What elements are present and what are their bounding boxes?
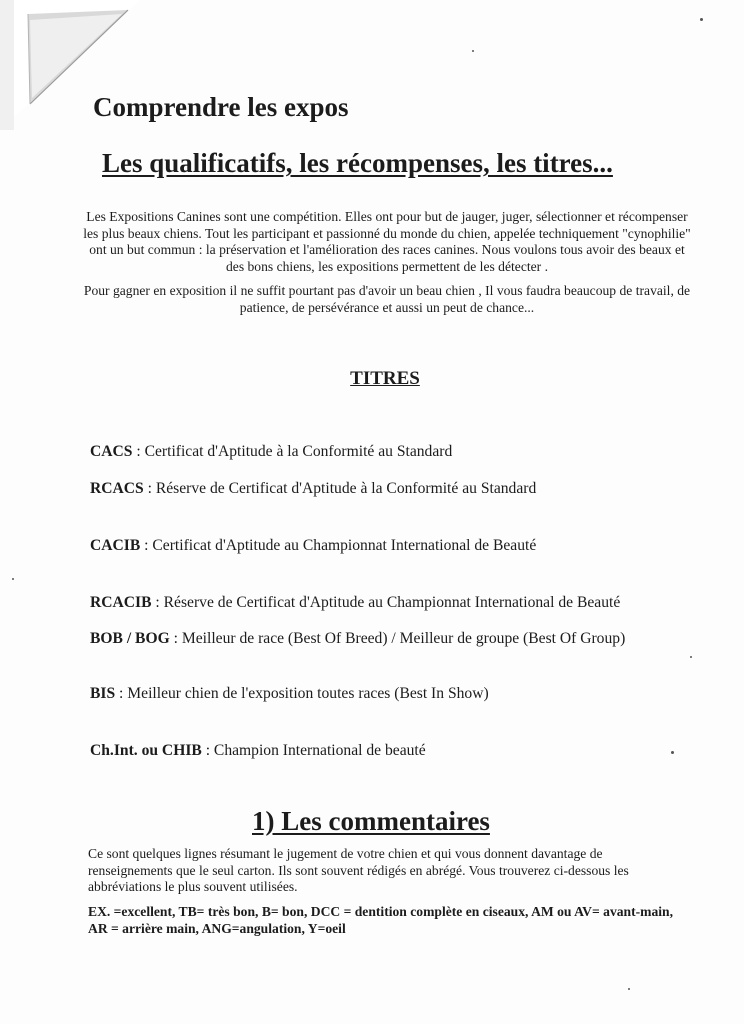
title-line-rcacs bbox=[90, 480, 536, 498]
intro-paragraph-1: Les Expositions Canines sont une compétition. Elles ont pour but de jauger, juger, sélectionner et récompenser les plus beaux chiens. Tout les participant et passionné du monde du chien, appelée techniquement "cynophilie" ont un but commun : la préservation et l'amélioration des races canines. Nous voulons tous avoir des beaux et des bons chiens, les expositions permettent de les détecter . bbox=[83, 209, 691, 274]
title-abbr: CACIB bbox=[90, 537, 141, 554]
scan-speck bbox=[700, 18, 703, 21]
title-desc: : Meilleur de race (Best Of Breed) / Meilleur de groupe (Best Of Group) bbox=[169, 630, 626, 647]
page-subtitle: Les qualificatifs, les récompenses, les titres... bbox=[102, 148, 613, 178]
title-desc: : Certificat d'Aptitude au Championnat International de Beauté bbox=[140, 537, 537, 554]
scan-speck bbox=[12, 578, 14, 580]
title-abbr: BOB / BOG bbox=[90, 630, 170, 647]
title-line-bis bbox=[90, 685, 489, 703]
scan-speck bbox=[671, 751, 674, 754]
title-abbr: BIS bbox=[90, 685, 116, 702]
scan-speck bbox=[628, 988, 630, 990]
title-desc: : Meilleur chien de l'exposition toutes races (Best In Show) bbox=[115, 685, 489, 702]
comments-heading: 1) Les commentaires bbox=[252, 806, 490, 836]
title-desc: : Réserve de Certificat d'Aptitude au Championnat International de Beauté bbox=[151, 594, 621, 611]
title-abbr: RCACIB bbox=[90, 594, 152, 611]
title-desc: : Certificat d'Aptitude à la Conformité au Standard bbox=[132, 443, 453, 460]
intro-text bbox=[82, 209, 692, 324]
title-line-cacib bbox=[90, 537, 536, 555]
scan-speck bbox=[472, 50, 474, 52]
title-desc: : Réserve de Certificat d'Aptitude à la Conformité au Standard bbox=[143, 480, 537, 497]
title-line-cacs bbox=[90, 443, 452, 461]
title-abbr: Ch.Int. ou CHIB bbox=[90, 742, 202, 759]
page-title: Comprendre les expos bbox=[93, 92, 349, 122]
titles-heading: TITRES bbox=[350, 368, 420, 389]
title-abbr: RCACS bbox=[90, 480, 144, 497]
intro-paragraph-2: Pour gagner en exposition il ne suffit pourtant pas d'avoir un beau chien , Il vous faudra beaucoup de travail, de patience, de persévérance et aussi un peut de chance... bbox=[83, 283, 691, 315]
title-abbr: CACS bbox=[90, 443, 133, 460]
title-line-chib bbox=[90, 742, 426, 760]
title-desc: : Champion International de beauté bbox=[201, 742, 426, 759]
abbreviations-text: EX. =excellent, TB= très bon, B= bon, DCC = dentition complète en ciseaux, AM ou AV= avant-main, AR = arrière main, ANG=angulation, Y=oeil bbox=[88, 904, 674, 936]
scan-speck bbox=[690, 656, 692, 658]
title-line-rcacib bbox=[90, 594, 620, 612]
title-line-bob-bog bbox=[90, 630, 625, 648]
comments-text: Ce sont quelques lignes résumant le jugement de votre chien et qui vous donnent davantage de renseignements que le seul carton. Ils sont souvent rédigés en abrégé. Vous trouverez ci-dessous les abbréviations le plus souvent utilisées. bbox=[88, 846, 629, 894]
